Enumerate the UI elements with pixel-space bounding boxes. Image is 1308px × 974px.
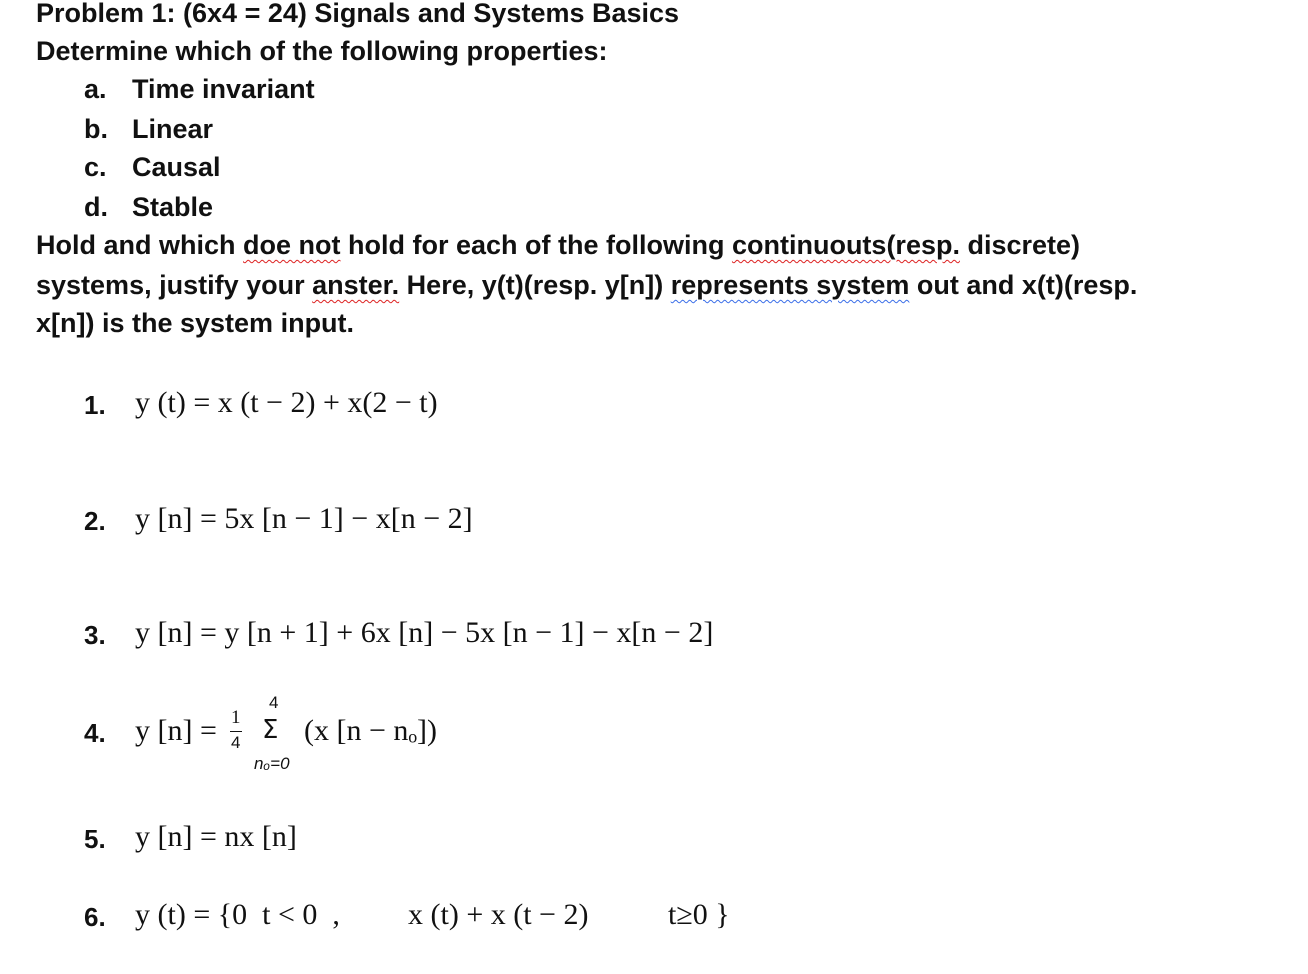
spellcheck-text: anster.	[312, 270, 400, 300]
equation-5: y [n] = nx [n]	[135, 820, 297, 853]
equation-number: 4.	[84, 718, 106, 748]
equation-number: 6.	[84, 902, 106, 932]
instruction-line-3: x[n]) is the system input.	[36, 308, 355, 338]
summation-symbol: Σ	[262, 715, 279, 745]
list-item: Time invariant	[132, 74, 315, 104]
problem-prompt: Determine which of the following properties:	[36, 36, 608, 66]
equation-lhs: y [n] =	[135, 714, 217, 747]
equation-6-case-2: x (t) + x (t − 2)	[408, 898, 589, 931]
equation-number: 2.	[84, 506, 106, 536]
equation-6-condition: t≥0 }	[668, 898, 730, 931]
fraction-bar	[230, 731, 242, 732]
sum-lower-limit: nₒ=0	[254, 754, 290, 773]
equation-number: 5.	[84, 824, 106, 854]
fraction-denominator: 4	[231, 733, 241, 752]
list-item-marker: a.	[84, 74, 107, 104]
equation-3: y [n] = y [n + 1] + 6x [n] − 5x [n − 1] − x[n − 2]	[135, 616, 714, 649]
spellcheck-text: continuouts(resp.	[731, 230, 960, 260]
list-item-marker: c.	[84, 152, 107, 182]
equation-number: 3.	[84, 620, 106, 650]
fraction-numerator: 1	[231, 707, 241, 728]
list-item: Causal	[132, 152, 221, 182]
equation-1: y (t) = x (t − 2) + x(2 − t)	[135, 386, 438, 419]
equation-number: 1.	[84, 390, 106, 420]
sum-upper-limit: 4	[269, 693, 279, 712]
list-item: Linear	[132, 114, 214, 144]
list-item-marker: d.	[84, 192, 108, 222]
equation-6-case-1: y (t) = {0 t < 0 ,	[135, 898, 340, 931]
list-item-marker: b.	[84, 114, 108, 144]
instruction-line-2: systems, justify your anster. Here, y(t)(resp. y[n]) represents system out and x(t)(resp.	[36, 270, 1138, 300]
problem-title: Problem 1: (6x4 = 24) Signals and Systems Basics	[36, 0, 680, 28]
grammar-check-text: represents system	[670, 270, 910, 300]
equation-body: (x [n − nₒ])	[304, 714, 438, 747]
list-item: Stable	[132, 192, 214, 222]
instruction-line-1: Hold and which doe not hold for each of the following continuouts(resp. discrete)	[36, 230, 1081, 260]
spellcheck-text: doe not	[243, 230, 341, 260]
equation-2: y [n] = 5x [n − 1] − x[n − 2]	[135, 502, 473, 535]
